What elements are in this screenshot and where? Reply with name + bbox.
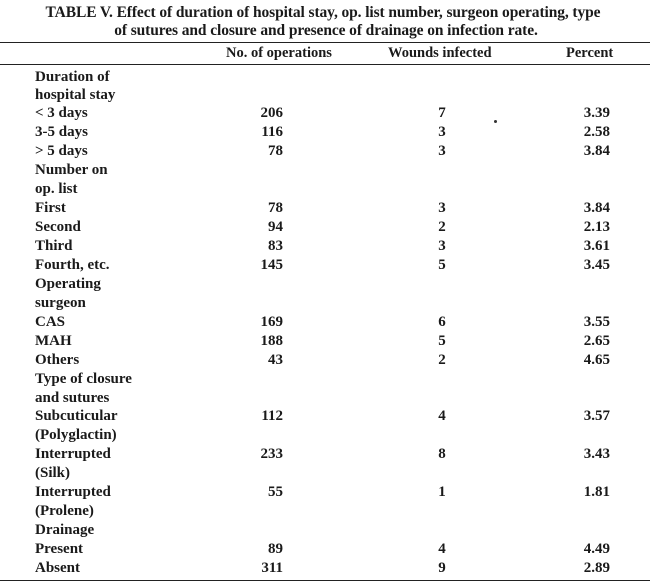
percent-cell: 4.49 bbox=[583, 541, 610, 557]
table-row bbox=[0, 389, 650, 408]
row-label: Subcuticular bbox=[35, 408, 118, 424]
wounds-infected-cell: 5 bbox=[438, 257, 446, 273]
wounds-infected-cell: 2 bbox=[438, 352, 446, 368]
row-label: Interrupted bbox=[35, 446, 111, 462]
table-row bbox=[0, 256, 650, 275]
row-label: Absent bbox=[35, 560, 81, 576]
operations-cell: 78 bbox=[268, 143, 283, 159]
table-row bbox=[0, 370, 650, 389]
table-row bbox=[0, 426, 650, 445]
row-label: Duration of bbox=[35, 69, 110, 85]
row-label: > 5 days bbox=[35, 143, 88, 159]
operations-cell: 83 bbox=[268, 238, 283, 254]
operations-cell: 206 bbox=[260, 105, 283, 121]
wounds-infected-cell: 5 bbox=[438, 333, 446, 349]
percent-cell: 3.45 bbox=[583, 257, 610, 273]
header-rule bbox=[0, 64, 650, 65]
row-label: Others bbox=[35, 352, 80, 368]
row-label: Type of closure bbox=[35, 371, 132, 387]
table-row bbox=[0, 332, 650, 351]
row-label: Present bbox=[35, 541, 84, 557]
row-label: Third bbox=[35, 238, 73, 254]
table-row bbox=[0, 180, 650, 199]
table-row bbox=[0, 218, 650, 237]
table-row bbox=[0, 104, 650, 123]
wounds-infected-cell: 6 bbox=[438, 314, 446, 330]
row-label: 3-5 days bbox=[35, 124, 88, 140]
operations-cell: 78 bbox=[268, 200, 283, 216]
table-row bbox=[0, 483, 650, 502]
operations-cell: 145 bbox=[260, 257, 283, 273]
wounds-infected-cell: 7 bbox=[438, 105, 446, 121]
row-label: CAS bbox=[35, 314, 66, 330]
operations-cell: 169 bbox=[260, 314, 283, 330]
operations-cell: 89 bbox=[268, 541, 283, 557]
table-row bbox=[0, 86, 650, 105]
percent-cell: 3.84 bbox=[583, 200, 610, 216]
row-label: (Prolene) bbox=[35, 503, 94, 519]
percent-cell: 1.81 bbox=[583, 484, 610, 500]
table-row bbox=[0, 123, 650, 142]
operations-cell: 55 bbox=[268, 484, 283, 500]
row-label: First bbox=[35, 200, 66, 216]
wounds-infected-cell: 1 bbox=[438, 484, 446, 500]
table-row bbox=[0, 199, 650, 218]
operations-cell: 116 bbox=[261, 124, 283, 140]
wounds-infected-cell: 3 bbox=[438, 200, 446, 216]
row-label: Operating bbox=[35, 276, 101, 292]
table-row bbox=[0, 351, 650, 370]
table-row bbox=[0, 521, 650, 540]
table-row bbox=[0, 559, 650, 578]
caption-line-1: TABLE V. Effect of duration of hospital stay, op. list number, surgeon operating, type bbox=[45, 4, 601, 21]
operations-cell: 188 bbox=[260, 333, 283, 349]
table-top-rule bbox=[0, 42, 650, 43]
caption-line-2: of sutures and closure and presence of drainage on infection rate. bbox=[114, 22, 538, 39]
percent-cell: 2.13 bbox=[583, 219, 610, 235]
wounds-infected-cell: 3 bbox=[438, 124, 446, 140]
row-label: MAH bbox=[35, 333, 72, 349]
print-speck bbox=[494, 120, 497, 123]
percent-cell: 3.57 bbox=[583, 408, 610, 424]
operations-cell: 112 bbox=[261, 408, 283, 424]
percent-cell: 3.84 bbox=[583, 143, 610, 159]
column-header-percent: Percent bbox=[566, 45, 614, 61]
table-row bbox=[0, 540, 650, 559]
table-row bbox=[0, 464, 650, 483]
row-label: Fourth, etc. bbox=[35, 257, 110, 273]
row-label: and sutures bbox=[35, 390, 110, 406]
table-row bbox=[0, 445, 650, 464]
wounds-infected-cell: 3 bbox=[438, 238, 446, 254]
wounds-infected-cell: 2 bbox=[438, 219, 446, 235]
table-row bbox=[0, 68, 650, 87]
wounds-infected-cell: 3 bbox=[438, 143, 446, 159]
percent-cell: 4.65 bbox=[583, 352, 610, 368]
row-label: surgeon bbox=[35, 295, 86, 311]
row-label: Second bbox=[35, 219, 81, 235]
column-header-wounds-infected: Wounds infected bbox=[388, 45, 492, 61]
table-bottom-rule bbox=[0, 580, 650, 581]
row-label: Interrupted bbox=[35, 484, 111, 500]
wounds-infected-cell: 4 bbox=[438, 541, 446, 557]
table-row bbox=[0, 407, 650, 426]
table-row bbox=[0, 161, 650, 180]
wounds-infected-cell: 8 bbox=[438, 446, 446, 462]
table-row bbox=[0, 142, 650, 161]
operations-cell: 311 bbox=[261, 560, 283, 576]
percent-cell: 3.61 bbox=[583, 238, 610, 254]
column-header-operations: No. of operations bbox=[226, 45, 332, 61]
percent-cell: 2.89 bbox=[583, 560, 610, 576]
operations-cell: 233 bbox=[260, 446, 283, 462]
percent-cell: 2.58 bbox=[583, 124, 610, 140]
percent-cell: 3.55 bbox=[583, 314, 610, 330]
row-label: op. list bbox=[35, 181, 78, 197]
row-label: hospital stay bbox=[35, 87, 116, 103]
wounds-infected-cell: 9 bbox=[438, 560, 446, 576]
table-row bbox=[0, 502, 650, 521]
row-label: Drainage bbox=[35, 522, 95, 538]
row-label: Number on bbox=[35, 162, 108, 178]
percent-cell: 2.65 bbox=[583, 333, 610, 349]
percent-cell: 3.39 bbox=[583, 105, 610, 121]
row-label: (Silk) bbox=[35, 465, 71, 481]
row-label: (Polyglactin) bbox=[35, 427, 117, 443]
row-label: < 3 days bbox=[35, 105, 88, 121]
percent-cell: 3.43 bbox=[583, 446, 610, 462]
operations-cell: 43 bbox=[268, 352, 283, 368]
operations-cell: 94 bbox=[268, 219, 283, 235]
table-caption bbox=[6, 4, 646, 40]
table-row bbox=[0, 294, 650, 313]
wounds-infected-cell: 4 bbox=[438, 408, 446, 424]
table-row bbox=[0, 313, 650, 332]
table-row bbox=[0, 275, 650, 294]
table-row bbox=[0, 237, 650, 256]
